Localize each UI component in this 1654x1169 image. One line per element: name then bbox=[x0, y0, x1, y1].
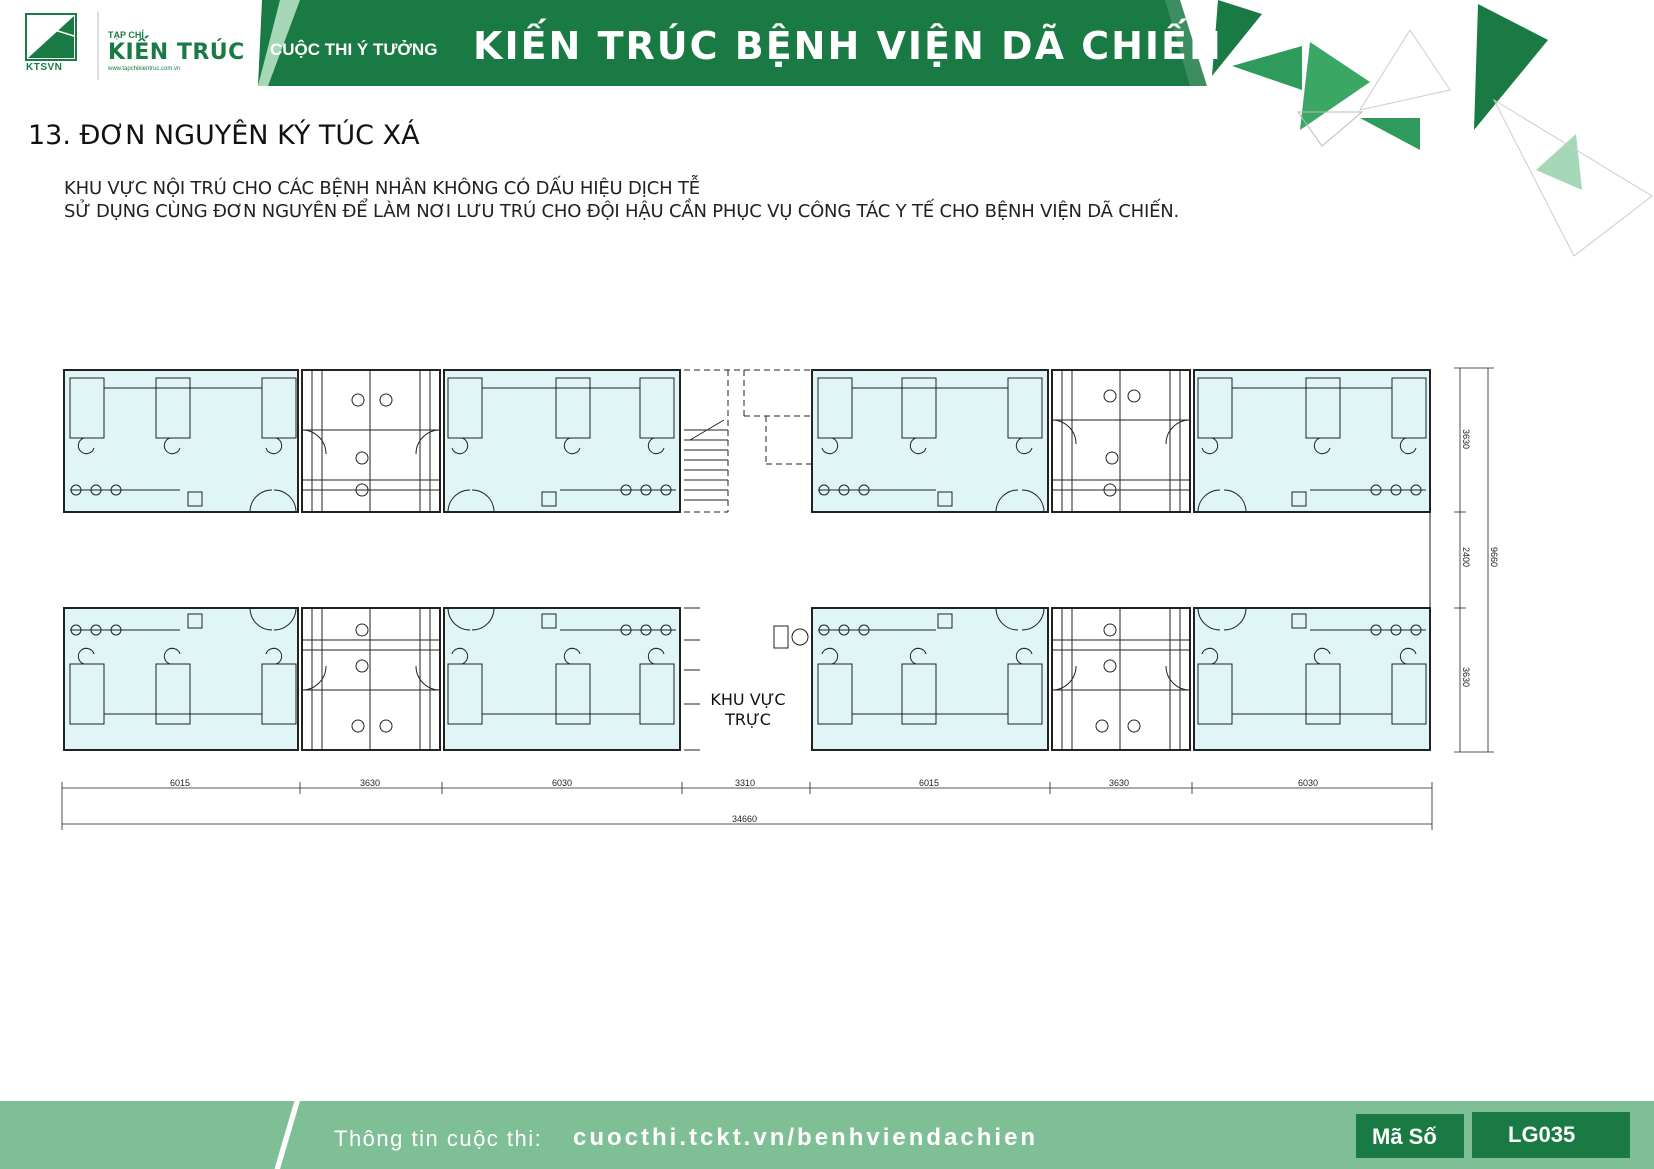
dim-vertical-middle: 2400 bbox=[1461, 546, 1472, 568]
dim-room-3: 6015 bbox=[919, 778, 940, 788]
dim-corridor: 3310 bbox=[735, 778, 756, 788]
dim-wc-2: 3630 bbox=[1109, 778, 1130, 788]
dorm-room bbox=[444, 370, 680, 512]
dorm-room bbox=[64, 608, 298, 750]
dorm-room bbox=[812, 370, 1048, 512]
magazine-name: KIẾN TRÚC bbox=[108, 40, 245, 65]
stair-corridor bbox=[684, 370, 812, 512]
dim-vertical-total: 9660 bbox=[1489, 546, 1500, 568]
footer-info-label: Thông tin cuộc thi: bbox=[334, 1126, 543, 1151]
dim-vertical-bottom: 3630 bbox=[1461, 666, 1472, 688]
wc-block bbox=[1052, 370, 1190, 512]
magazine-url: www.tapchikientruc.com.vn bbox=[108, 66, 181, 72]
description-line-1: KHU VỰC NỘI TRÚ CHO CÁC BỆNH NHÂN KHÔNG CÓ DẤU HIỆU DỊCH TỄ bbox=[64, 178, 700, 199]
floor-plan bbox=[0, 340, 1654, 840]
ktsvn-logo-text: KTSVN bbox=[26, 62, 63, 73]
footer-info-link[interactable]: cuocthi.tckt.vn/benhviendachien bbox=[573, 1124, 1039, 1151]
decorative-triangles bbox=[1212, 0, 1652, 256]
code-value: LG035 bbox=[1508, 1122, 1576, 1147]
contest-title: KIẾN TRÚC BỆNH VIỆN DÃ CHIẾN bbox=[473, 24, 1223, 68]
contest-prefix: CUỘC THI Ý TƯỞNG bbox=[270, 40, 438, 59]
dim-total: 34660 bbox=[732, 814, 758, 824]
zone-label-line-2: TRỰC bbox=[725, 710, 771, 729]
dorm-room bbox=[444, 608, 680, 750]
magazine-label: TẠP CHÍ bbox=[108, 30, 144, 40]
dim-room-1: 6015 bbox=[170, 778, 191, 788]
wc-block bbox=[302, 608, 440, 750]
wc-block bbox=[302, 370, 440, 512]
section-title: 13. ĐƠN NGUYÊN KÝ TÚC XÁ bbox=[28, 120, 420, 151]
dorm-room bbox=[812, 608, 1048, 750]
zone-label-line-1: KHU VỰC bbox=[710, 690, 786, 709]
ktsvn-logo-icon bbox=[26, 14, 76, 60]
dorm-room bbox=[1194, 608, 1430, 750]
wc-block bbox=[1052, 608, 1190, 750]
stair-steps bbox=[684, 420, 728, 500]
dim-wc-1: 3630 bbox=[360, 778, 381, 788]
code-label: Mã Số bbox=[1372, 1124, 1437, 1149]
dorm-room bbox=[1194, 370, 1430, 512]
description-line-2: SỬ DỤNG CÙNG ĐƠN NGUYÊN ĐỂ LÀM NƠI LƯU TRÚ CHO ĐỘI HẬU CẦN PHỤC VỤ CÔNG TÁC Y TẾ CHO BỆNH VIỆN DÃ CHIẾN. bbox=[64, 201, 1180, 222]
zone-label bbox=[703, 690, 793, 730]
dim-room-2: 6030 bbox=[552, 778, 573, 788]
dim-room-4: 6030 bbox=[1298, 778, 1319, 788]
dim-vertical-top: 3630 bbox=[1461, 428, 1472, 450]
dorm-room bbox=[64, 370, 298, 512]
